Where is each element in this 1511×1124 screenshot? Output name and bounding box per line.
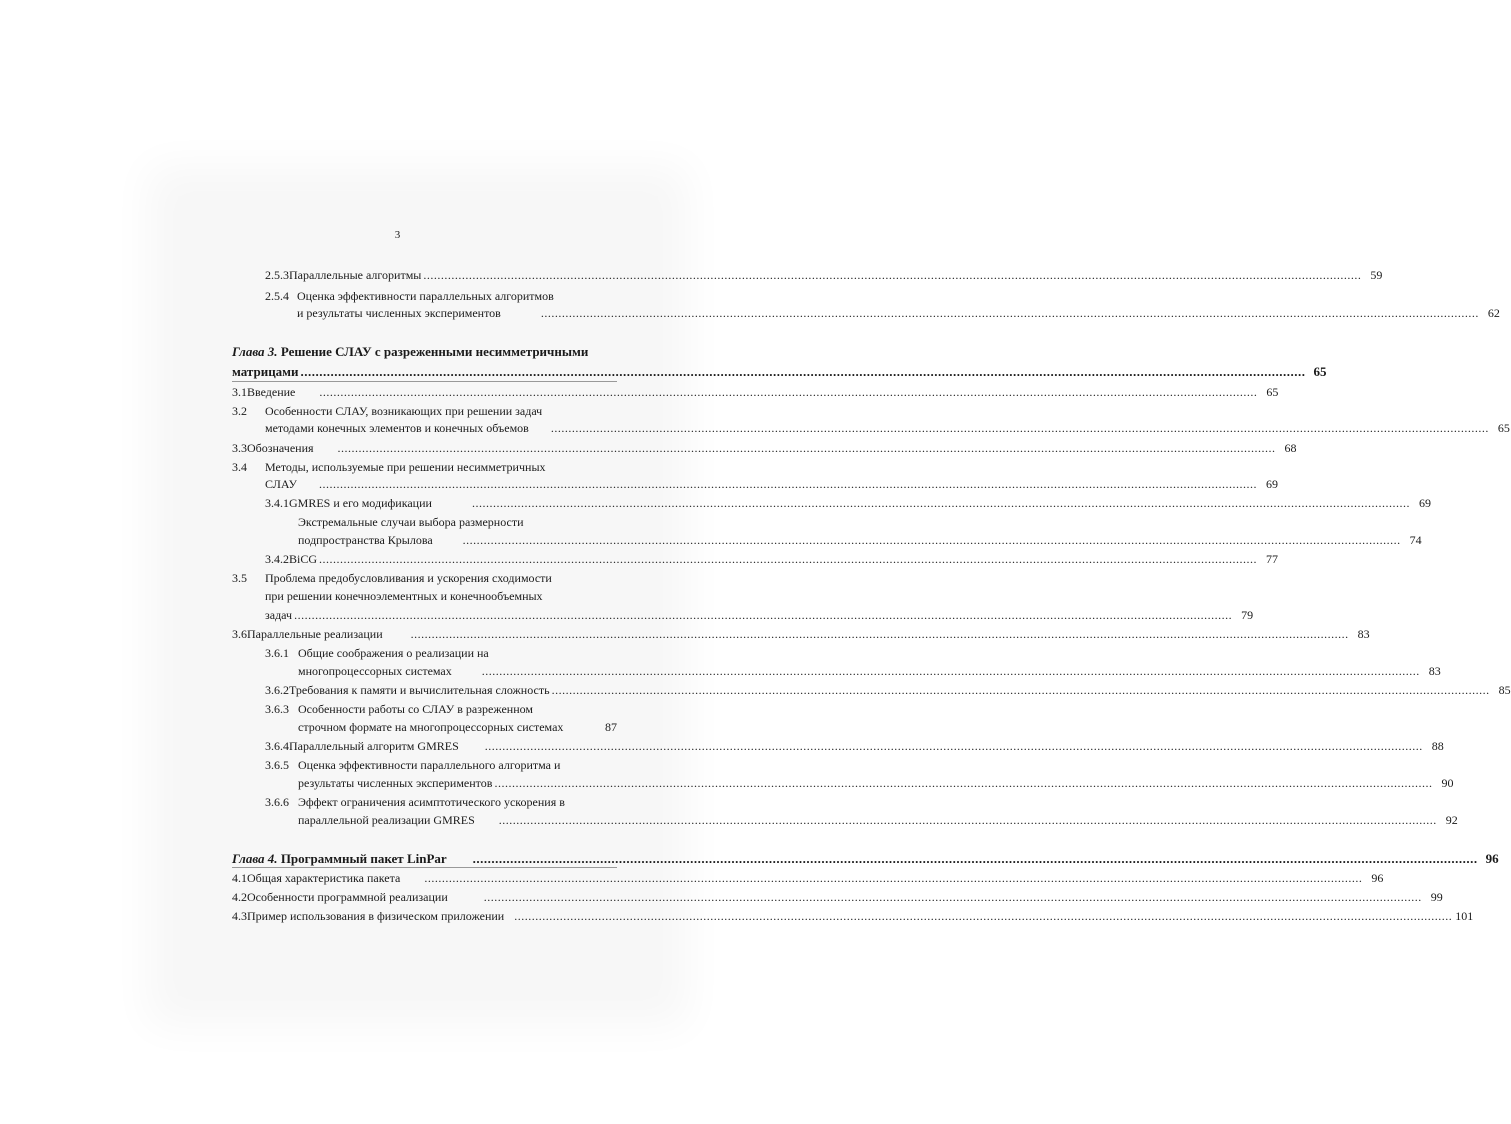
leader-dots: ............................................................................................................................................................................................................................................................................ [471, 496, 1410, 510]
page-ref: 85 [1498, 683, 1511, 697]
section-title-cont: результаты численных экспериментов [298, 776, 493, 790]
section-title-cont: строчном формате на многопроцессорных системах [298, 720, 564, 734]
toc-item-3-6-1[interactable] [265, 644, 489, 662]
leader-dots: ............................................................................................................................................................................................................................................................................ [337, 441, 1276, 455]
page-ref: 65 [1266, 385, 1279, 399]
toc-item-4-3[interactable] [232, 907, 1474, 925]
toc-item-3-6-1-cont[interactable] [298, 662, 1441, 680]
leader-dots: ............................................................................................................................................................................................................................................................................ [483, 890, 1422, 904]
chapter-title: Решение СЛАУ с разреженными несимметричными [280, 344, 589, 359]
section-title: Эффект ограничения асимптотического ускорения в [298, 795, 565, 809]
section-title: Требования к памяти и вычислительная сложность [289, 683, 550, 697]
leader-dots: ............................................................................................................................................................................................................................................................................ [300, 364, 1306, 379]
section-title-cont: СЛАУ [265, 477, 297, 491]
leader-dots: ............................................................................................................................................................................................................................................................................ [423, 268, 1362, 282]
page-ref: 99 [1430, 890, 1443, 904]
page-ref: 79 [1241, 608, 1254, 622]
leader-dots: ............................................................................................................................................................................................................................................................................ [410, 627, 1349, 641]
section-title: BiCG [289, 552, 318, 566]
page-ref: 62 [1487, 306, 1500, 320]
toc-item-4-1[interactable] [232, 869, 1384, 887]
page-ref: 77 [1266, 552, 1279, 566]
section-title: Оценка эффективности параллельных алгоритмов [297, 289, 554, 303]
toc-item-3-4-1-extreme[interactable] [298, 513, 524, 531]
section-title-cont: при решении конечноэлементных и конечнообъемных [265, 589, 543, 603]
toc-item-3-2-cont[interactable] [265, 419, 1510, 437]
leader-dots: ............................................................................................................................................................................................................................................................................ [514, 909, 1453, 923]
page-ref: 96 [1485, 851, 1499, 866]
section-title-cont: подпространства Крылова [298, 533, 433, 547]
chapter-4-heading[interactable] [232, 850, 1499, 868]
leader-dots: ............................................................................................................................................................................................................................................................................ [498, 813, 1437, 827]
page-ref: 88 [1431, 739, 1444, 753]
toc-item-3-3[interactable] [232, 439, 1297, 457]
chapter-divider [232, 381, 617, 382]
section-title: Параллельный алгоритм GMRES [289, 739, 459, 753]
section-title: Пример использования в физическом приложении [247, 909, 505, 923]
section-number: 3.4.2 [265, 552, 289, 566]
toc-item-3-5-cont2[interactable] [265, 606, 1254, 624]
section-title-cont: многопроцессорных системах [298, 664, 452, 678]
leader-dots: ............................................................................................................................................................................................................................................................................ [540, 306, 1479, 320]
leader-dots: ............................................................................................................................................................................................................................................................................ [294, 608, 1233, 622]
toc-item-3-6-3-cont[interactable] [298, 718, 617, 736]
section-title: Особенности работы со СЛАУ в разреженном [298, 702, 533, 716]
section-title-cont: параллельной реализации GMRES [298, 813, 475, 827]
section-number: 3.6.3 [265, 702, 289, 716]
toc-item-3-1[interactable] [232, 383, 1279, 401]
section-number: 3.5 [232, 571, 247, 585]
toc-item-3-6-5[interactable] [265, 756, 560, 774]
section-title: Общая характеристика пакета [247, 871, 401, 885]
page-ref: 69 [1418, 496, 1431, 510]
toc-item-3-4-cont[interactable] [265, 475, 1278, 493]
chapter-divider [232, 867, 617, 868]
page-ref: 65 [1313, 364, 1327, 379]
section-title: GMRES и его модификации [289, 496, 432, 510]
toc-item-3-5[interactable] [232, 569, 552, 587]
section-number: 3.4.1 [265, 496, 289, 510]
page-ref: 68 [1284, 441, 1297, 455]
chapter-title: Программный пакет LinPar [280, 851, 447, 866]
chapter-label: Глава 4. [232, 851, 278, 866]
section-number: 3.6.4 [265, 739, 289, 753]
section-number: 4.1 [232, 871, 247, 885]
toc-item-3-6-3[interactable] [265, 700, 533, 718]
chapter-label: Глава 3. [232, 344, 278, 359]
section-title: Обозначения [247, 441, 314, 455]
section-title: Параллельные реализации [247, 627, 383, 641]
section-title: Особенности программной реализации [247, 890, 448, 904]
leader-dots: ............................................................................................................................................................................................................................................................................ [494, 776, 1433, 790]
section-number: 3.4 [232, 460, 247, 474]
section-title: Оценка эффективности параллельного алгоритма и [298, 758, 561, 772]
page-ref: 101 [1455, 909, 1474, 923]
section-title-cont: и результаты численных экспериментов [297, 306, 501, 320]
section-number: 3.6.6 [265, 795, 289, 809]
page-ref: 65 [1497, 421, 1510, 435]
section-title: Экстремальные случаи выбора размерности [298, 515, 524, 529]
page-ref: 90 [1441, 776, 1454, 790]
toc-item-3-6-2[interactable] [265, 681, 1511, 699]
leader-dots: ............................................................................................................................................................................................................................................................................ [319, 385, 1258, 399]
toc-item-3-4-2[interactable] [265, 550, 1279, 568]
page-ref: 69 [1265, 477, 1278, 491]
section-title: Проблема предобусловливания и ускорения сходимости [265, 571, 552, 585]
leader-dots: ............................................................................................................................................................................................................................................................................ [462, 533, 1401, 547]
section-number: 2.5.3 [265, 268, 289, 282]
leader-dots: ............................................................................................................................................................................................................................................................................ [484, 739, 1423, 753]
section-title: Параллельные алгоритмы [289, 268, 422, 282]
chapter-3-heading[interactable] [232, 343, 588, 361]
toc-item-3-4-1-extreme-cont[interactable] [298, 531, 1422, 549]
section-title: Введение [247, 385, 296, 399]
leader-dots: ............................................................................................................................................................................................................................................................................ [424, 871, 1363, 885]
page-ref: 83 [1357, 627, 1370, 641]
section-number: 3.6.1 [265, 646, 289, 660]
toc-item-3-2[interactable] [232, 402, 542, 420]
toc-item-3-5-cont[interactable] [265, 587, 543, 605]
section-title-cont: задач [265, 608, 293, 622]
section-number: 3.1 [232, 385, 247, 399]
leader-dots: ............................................................................................................................................................................................................................................................................ [550, 421, 1489, 435]
chapter-title-cont: матрицами [232, 364, 299, 379]
leader-dots: ............................................................................................................................................................................................................................................................................ [318, 477, 1257, 491]
toc-item-3-6-6[interactable] [265, 793, 565, 811]
section-number: 3.6 [232, 627, 247, 641]
toc-item-4-2[interactable] [232, 888, 1443, 906]
page-number: 3 [394, 229, 401, 241]
section-number: 4.2 [232, 890, 247, 904]
section-number: 2.5.4 [265, 289, 289, 303]
section-title-cont: методами конечных элементов и конечных объемов [265, 421, 529, 435]
leader-dots: ............................................................................................................................................................................................................................................................................ [472, 851, 1478, 866]
page-ref: 92 [1445, 813, 1458, 827]
section-title: Методы, используемые при решении несимметричных [265, 460, 546, 474]
leader-dots: ............................................................................................................................................................................................................................................................................ [319, 552, 1258, 566]
toc-item-2-5-4-cont[interactable] [297, 304, 1500, 322]
page-ref: 87 [605, 720, 617, 734]
toc-item-2-5-4[interactable] [265, 287, 554, 305]
toc-item-3-6-6-cont[interactable] [298, 811, 1458, 829]
page-ref: 59 [1370, 268, 1383, 282]
section-number: 4.3 [232, 909, 247, 923]
toc-item-3-6-4[interactable] [265, 737, 1444, 755]
page-ref: 96 [1371, 871, 1384, 885]
chapter-3-heading-cont[interactable] [232, 363, 1327, 381]
section-number: 3.6.2 [265, 683, 289, 697]
section-number: 3.2 [232, 404, 247, 418]
leader-dots: ............................................................................................................................................................................................................................................................................ [481, 664, 1420, 678]
section-number: 3.6.5 [265, 758, 289, 772]
section-number: 3.3 [232, 441, 247, 455]
toc-item-3-4-1[interactable] [265, 494, 1431, 512]
section-title: Особенности СЛАУ, возникающих при решении задач [265, 404, 543, 418]
toc-item-3-6[interactable] [232, 625, 1370, 643]
page-ref: 83 [1428, 664, 1441, 678]
page-ref: 74 [1409, 533, 1422, 547]
section-title: Общие соображения о реализации на [298, 646, 489, 660]
toc-item-3-4[interactable] [232, 458, 546, 476]
toc-item-2-5-3[interactable] [265, 266, 1383, 284]
leader-dots: ............................................................................................................................................................................................................................................................................ [551, 683, 1490, 697]
toc-item-3-6-5-cont[interactable] [298, 774, 1454, 792]
